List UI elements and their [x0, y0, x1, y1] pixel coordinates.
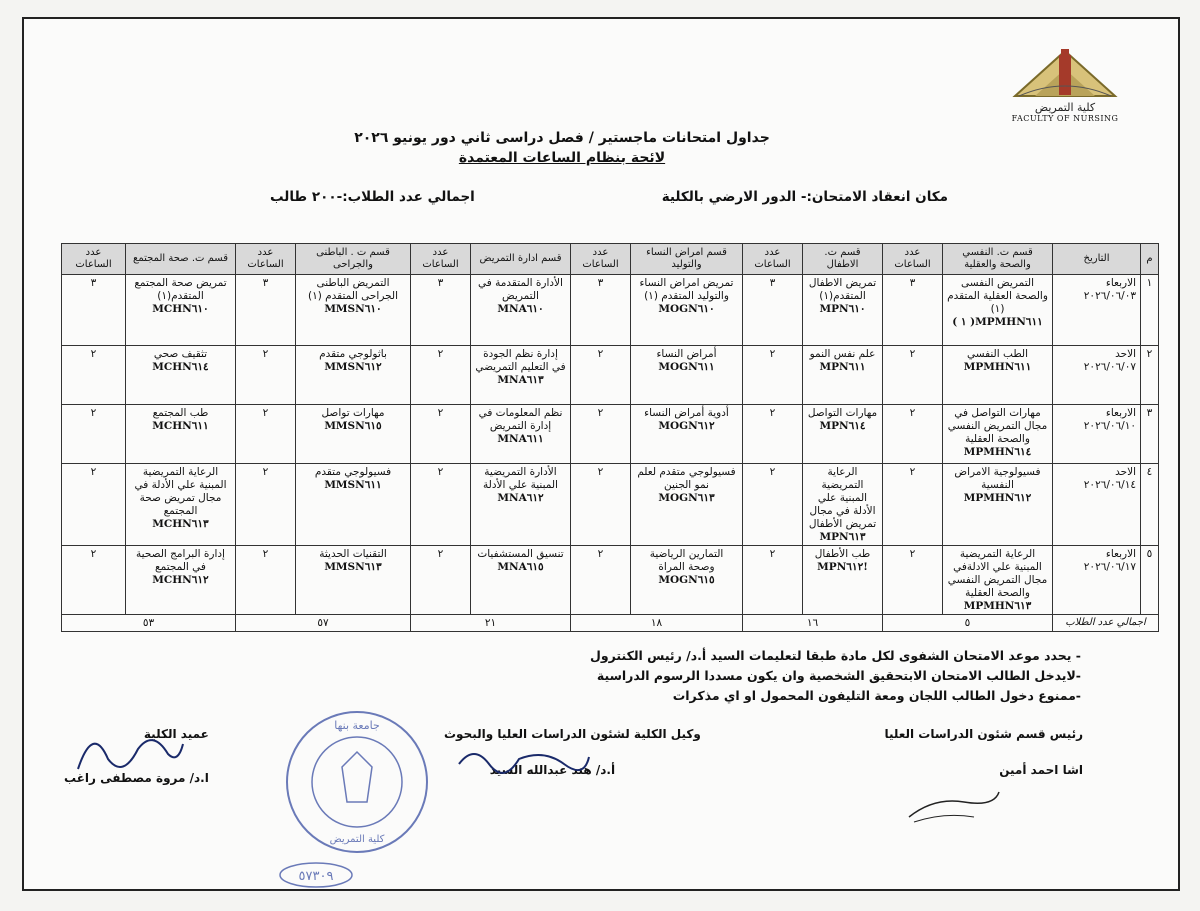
course-cell [943, 464, 1053, 546]
column-header: قسم ت . الباطنى والجراحى [296, 244, 411, 275]
course-name: تمريض الاطفال المتقدم(١) [808, 277, 877, 302]
row-number-cell: ٢ [1141, 346, 1159, 405]
course-cell [471, 405, 571, 464]
course-code: MMSN٦١١ [324, 479, 382, 491]
totals-label: اجمالي عدد الطلاب [1053, 615, 1159, 632]
hours-cell: ٢ [883, 546, 943, 615]
course-name: فسيولوجي متقدم لعلم نمو الجنين [637, 466, 736, 491]
course-code: !MPN٦١٢ [817, 561, 868, 573]
course-code: MMSN٦١٥ [324, 420, 382, 432]
column-header: م [1141, 244, 1159, 275]
course-code: MNA٦١٠ [497, 303, 544, 315]
course-name: الرعاية التمريضية المبنية علي الادلةفي مجال التمريض النفسي والصحة العقلية [947, 548, 1048, 599]
course-name: الطب النفسي [966, 348, 1029, 360]
course-cell [803, 346, 883, 405]
table-row [62, 405, 1159, 464]
total-value: ٢١ [411, 615, 571, 632]
course-name: طب المجتمع [152, 407, 209, 419]
course-name: التقنيات الحديثة [319, 548, 387, 560]
day-name: الاحد [1115, 466, 1136, 478]
hours-cell: ٢ [883, 464, 943, 546]
course-cell [471, 464, 571, 546]
course-cell [126, 546, 236, 615]
table-header-row [62, 244, 1159, 275]
hours-cell: ٣ [571, 275, 631, 346]
exam-location: مكان انعقاد الامتحان:- الدور الارضي بالكلية [661, 189, 948, 205]
course-name: الأدارة المتقدمة في التمريض [478, 277, 563, 302]
course-code: MMSN٦١٠ [324, 303, 382, 315]
table-row [62, 464, 1159, 546]
course-code: MCHN٦١٢ [152, 574, 209, 586]
stamp-number-badge [276, 859, 356, 891]
course-cell [943, 546, 1053, 615]
course-code: MMSN٦١٢ [324, 361, 382, 373]
course-code: MOGN٦١٢ [658, 420, 715, 432]
course-name: أمراض النساء [656, 348, 717, 360]
date-cell [1053, 546, 1141, 615]
course-name: إدارة نظم الجودة في التعليم التمريضي [475, 348, 566, 373]
signature-dean-title: عميد الكلية [143, 727, 209, 741]
course-cell [803, 464, 883, 546]
course-code: MPMHN٦١١ [963, 361, 1032, 373]
column-header: التاريخ [1053, 244, 1141, 275]
total-students: اجمالي عدد الطلاب:-٢٠٠ طالب [270, 189, 475, 205]
course-cell [471, 346, 571, 405]
course-code: MOGN٦١٠ [658, 303, 715, 315]
total-value: ١٦ [743, 615, 883, 632]
signature-dean-name: ا.د/ مروة مصطفى راغب [64, 771, 209, 785]
course-cell [296, 546, 411, 615]
course-code: MCHN٦١٣ [152, 518, 209, 530]
signature-head-title: رئيس قسم شئون الدراسات العليا [884, 727, 1083, 741]
course-cell [943, 405, 1053, 464]
note-item: - يحدد موعد الامتحان الشفوى لكل مادة طبقا لتعليمات السيد أ.د/ رئيس الكنترول [589, 648, 1081, 663]
table-row [62, 346, 1159, 405]
course-code: MPMHN٦١١( ١ ) [952, 316, 1043, 328]
course-code: MPMHN٦١٤ [963, 446, 1032, 458]
course-code: MOGN٦١٥ [658, 574, 715, 586]
course-name: فسيولوجي متقدم [314, 466, 392, 478]
exam-date: ٢٠٢٦/٠٦/١٠ [1083, 420, 1136, 432]
course-cell [126, 275, 236, 346]
course-cell [296, 464, 411, 546]
column-header: قسم ت. صحة المجتمع [126, 244, 236, 275]
hours-cell: ٢ [743, 464, 803, 546]
column-header: عدد الساعات [883, 244, 943, 275]
hours-cell: ٢ [62, 346, 126, 405]
signature-vice-name: أ.د/ هند عبدالله السيد [489, 763, 616, 777]
course-name: تمريض صحة المجتمع المتقدم(١) [134, 277, 227, 302]
hours-cell: ٢ [571, 405, 631, 464]
column-header: عدد الساعات [62, 244, 126, 275]
total-value: ٥٧ [236, 615, 411, 632]
course-cell [126, 405, 236, 464]
course-cell [631, 275, 743, 346]
course-name: علم نفس النمو [809, 348, 876, 360]
hours-cell: ٣ [411, 275, 471, 346]
course-cell [126, 464, 236, 546]
course-name: إدارة البرامج الصحية في المجتمع [136, 548, 225, 573]
course-cell [943, 346, 1053, 405]
document-sheet [22, 17, 1180, 891]
course-name: تمريض امراض النساء والتوليد المتقدم (١) [639, 277, 734, 302]
course-name: طب الأطفال [814, 548, 871, 560]
row-number-cell: ٤ [1141, 464, 1159, 546]
date-cell [1053, 405, 1141, 464]
course-cell [631, 346, 743, 405]
exam-date: ٢٠٢٦/٠٦/٠٧ [1083, 361, 1136, 373]
course-code: MMSN٦١٣ [324, 561, 382, 573]
course-cell [471, 275, 571, 346]
exam-date: ٢٠٢٦/٠٦/٠٣ [1083, 290, 1136, 302]
course-code: MCHN٦١٠ [152, 303, 209, 315]
column-header: قسم ادارة التمريض [471, 244, 571, 275]
table-row [62, 275, 1159, 346]
hours-cell: ٢ [883, 405, 943, 464]
course-name: باثولوجي متقدم [319, 348, 387, 360]
row-number-cell: ٥ [1141, 546, 1159, 615]
hours-cell: ٢ [62, 405, 126, 464]
column-header: عدد الساعات [743, 244, 803, 275]
course-code: MOGN٦١٣ [658, 492, 715, 504]
hours-cell: ٢ [571, 464, 631, 546]
course-cell [803, 405, 883, 464]
day-name: الاحد [1115, 348, 1136, 360]
hours-cell: ٢ [62, 546, 126, 615]
page-title: جداول امتحانات ماجستير / فصل دراسى ثاني دور يونيو ٢٠٢٦ [354, 130, 770, 146]
course-name: الأدارة التمريضية المبنية علي الأدلة [483, 466, 558, 491]
hours-cell: ٢ [411, 464, 471, 546]
hours-cell: ٢ [236, 464, 296, 546]
course-code: MCHN٦١٤ [152, 361, 209, 373]
date-cell [1053, 346, 1141, 405]
course-code: MPN٦١٤ [819, 420, 866, 432]
note-item: -ممنوع دخول الطالب اللجان ومعة التليفون المحمول او اي مذكرات [672, 688, 1081, 703]
logo-emblem-icon [1005, 41, 1125, 101]
course-name: فسيولوجية الامراض النفسية [954, 466, 1041, 491]
course-name: الرعاية التمريضية المبنية علي الأدلة في مجال تمريض الأطفال [808, 466, 877, 530]
table-row [62, 546, 1159, 615]
course-cell [296, 275, 411, 346]
course-cell [803, 546, 883, 615]
total-value: ٥ [883, 615, 1053, 632]
course-code: MNA٦١٣ [497, 374, 544, 386]
row-number-cell: ١ [1141, 275, 1159, 346]
exam-schedule-table [61, 243, 1159, 632]
hours-cell: ٢ [62, 464, 126, 546]
course-code: MCHN٦١١ [152, 420, 209, 432]
signature-head-name: اشا احمد أمين [999, 763, 1083, 777]
column-header: عدد الساعات [411, 244, 471, 275]
course-name: تنسيق المستشفيات [477, 548, 564, 560]
total-value: ٥٣ [62, 615, 236, 632]
course-cell [631, 405, 743, 464]
faculty-logo [990, 41, 1140, 141]
course-cell [296, 405, 411, 464]
course-code: MPMHN٦١٢ [963, 492, 1032, 504]
date-cell [1053, 464, 1141, 546]
course-code: MPN٦١٠ [819, 303, 866, 315]
signature-vice-scribble-icon [454, 739, 594, 779]
logo-arabic-text: كلية التمريض [1034, 101, 1096, 114]
course-cell [296, 346, 411, 405]
day-name: الاربعاء [1105, 407, 1136, 419]
course-name: مهارات التواصل في مجال التمريض النفسي والصحة العقلية [947, 407, 1048, 445]
signature-vice-title: وكيل الكلية لشئون الدراسات العليا والبحوث [444, 727, 701, 741]
hours-cell: ٢ [411, 546, 471, 615]
course-name: نظم المعلومات في إدارة التمريض [478, 407, 563, 432]
course-code: MNA٦١١ [497, 433, 544, 445]
course-cell [126, 346, 236, 405]
hours-cell: ٢ [743, 405, 803, 464]
course-cell [471, 546, 571, 615]
course-name: مهارات التواصل [807, 407, 878, 419]
course-code: MNA٦١٥ [497, 561, 544, 573]
stamp-top-text: جامعة بنها [334, 719, 380, 732]
course-name: التمارين الرياضية وصحة المراة [649, 548, 724, 573]
column-header: عدد الساعات [571, 244, 631, 275]
hours-cell: ٣ [236, 275, 296, 346]
hours-cell: ٣ [62, 275, 126, 346]
day-name: الاربعاء [1105, 277, 1136, 289]
note-item: -لايدخل الطالب الامتحان الابتحقيق الشخصية وان يكون مسددا الرسوم الدراسية [596, 668, 1081, 683]
stamp-number: ٥٧٣٠٩ [298, 869, 334, 884]
hours-cell: ٢ [571, 546, 631, 615]
signature-head-scribble-icon [904, 767, 1004, 827]
course-code: MOGN٦١١ [658, 361, 715, 373]
page-subtitle: لائحة بنظام الساعات المعتمدة [458, 150, 666, 166]
day-name: الاربعاء [1105, 548, 1136, 560]
hours-cell: ٢ [411, 405, 471, 464]
column-header: قسم ت. النفسي والصحة والعقلية [943, 244, 1053, 275]
course-name: الرعاية التمريضية المبنية علي الأدلة في مجال تمريض صحة المجتمع [134, 466, 227, 517]
exam-date: ٢٠٢٦/٠٦/١٤ [1083, 479, 1136, 491]
course-cell [803, 275, 883, 346]
column-header: عدد الساعات [236, 244, 296, 275]
course-code: MPMHN٦١٣ [963, 600, 1032, 612]
course-name: مهارات تواصل [321, 407, 385, 419]
hours-cell: ٢ [236, 405, 296, 464]
course-name: التمريض الباطنى الجراحى المتقدم (١) [307, 277, 399, 302]
row-number-cell: ٣ [1141, 405, 1159, 464]
logo-english-text: FACULTY OF NURSING [1011, 114, 1119, 123]
column-header: قسم امراض النساء والتوليد [631, 244, 743, 275]
course-name: التمريض النفسى والصحة العقلية المتقدم (١) [947, 277, 1048, 315]
course-cell [631, 464, 743, 546]
hours-cell: ٢ [236, 546, 296, 615]
hours-cell: ٢ [411, 346, 471, 405]
course-code: MPN٦١١ [819, 361, 866, 373]
hours-cell: ٢ [743, 546, 803, 615]
course-name: تثقيف صحي [153, 348, 208, 360]
hours-cell: ٣ [883, 275, 943, 346]
total-value: ١٨ [571, 615, 743, 632]
totals-row [62, 615, 1159, 632]
date-cell [1053, 275, 1141, 346]
hours-cell: ٢ [883, 346, 943, 405]
course-name: أدوية أمراض النساء [644, 407, 729, 419]
exam-notes [590, 646, 1081, 706]
official-stamp [282, 707, 432, 857]
column-header: قسم ت. الاطفال [803, 244, 883, 275]
course-code: MNA٦١٢ [497, 492, 544, 504]
course-cell [943, 275, 1053, 346]
hours-cell: ٣ [743, 275, 803, 346]
hours-cell: ٢ [743, 346, 803, 405]
course-code: MPN٦١٣ [819, 531, 866, 543]
hours-cell: ٢ [236, 346, 296, 405]
exam-date: ٢٠٢٦/٠٦/١٧ [1083, 561, 1136, 573]
stamp-text: كلية التمريض [329, 834, 385, 845]
course-cell [631, 546, 743, 615]
hours-cell: ٢ [571, 346, 631, 405]
signature-dean-scribble-icon [68, 719, 188, 779]
